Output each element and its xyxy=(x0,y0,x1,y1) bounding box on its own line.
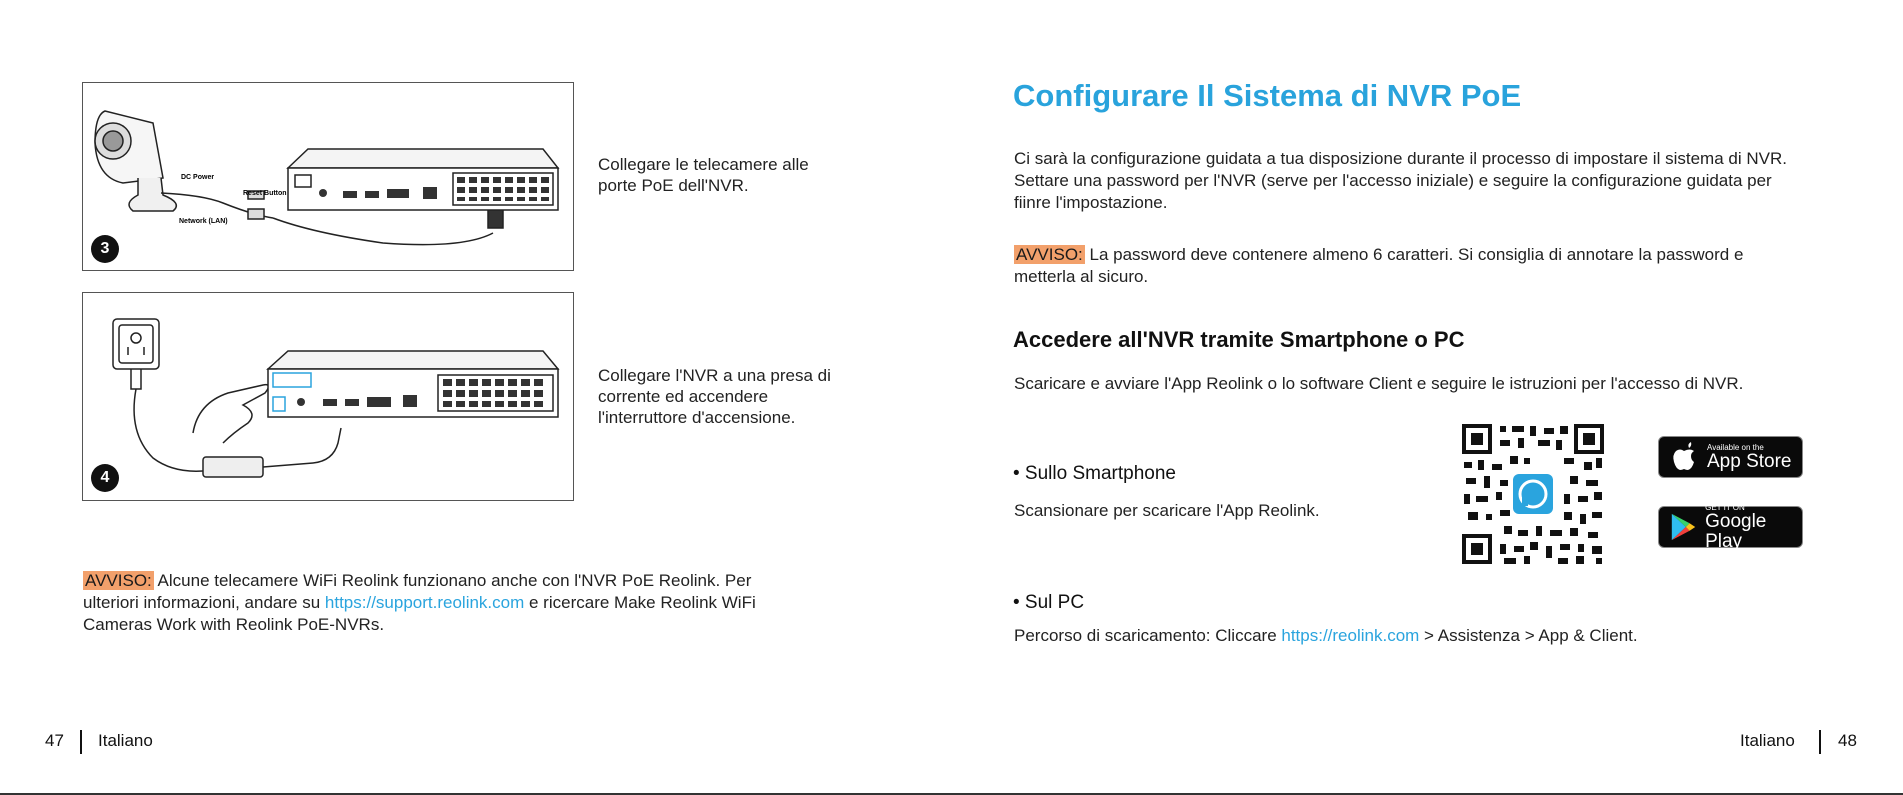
google-play-icon xyxy=(1669,511,1697,543)
apple-icon xyxy=(1667,440,1701,474)
left-notice-text-before: Alcune telecamere WiFi Reolink funzionano anche con l'NVR PoE Reolink. Per ulteriori informazioni, andare su xyxy=(83,571,752,612)
dc-power-label: DC Power xyxy=(181,174,215,181)
step3-badge: 3 xyxy=(91,235,119,263)
reset-button-label: Reset Button xyxy=(243,190,287,197)
access-instructions: Scaricare e avviare l'App Reolink o lo software Client e seguire le istruzioni per l'accesso di NVR. xyxy=(1014,374,1744,393)
app-store-small-text: Available on the xyxy=(1707,442,1764,452)
step4-caption: Collegare l'NVR a una presa di corrente ed accendere l'interruttore d'accensione. xyxy=(598,366,831,427)
power-connection-drawing xyxy=(83,293,573,500)
support-link[interactable]: https://support.reolink.com xyxy=(324,593,525,612)
right-notice xyxy=(1014,244,1804,288)
left-notice-label: AVVISO: xyxy=(85,571,152,590)
left-page-number: 47 xyxy=(45,731,64,750)
left-notice xyxy=(83,570,803,636)
left-footer-separator xyxy=(80,730,82,754)
step3-caption: Collegare le telecamere alle porte PoE dell'NVR. xyxy=(598,155,809,195)
app-store-button[interactable] xyxy=(1658,436,1803,478)
google-play-button[interactable] xyxy=(1658,502,1803,552)
reolink-link[interactable]: https://reolink.com xyxy=(1281,626,1420,645)
right-footer-language: Italiano xyxy=(1740,731,1795,750)
app-store-big-text: App Store xyxy=(1707,450,1792,472)
network-lan-label: Network (LAN) xyxy=(179,218,228,225)
step3-illustration xyxy=(82,82,574,271)
right-notice-label: AVVISO: xyxy=(1016,245,1083,264)
left-notice-text-after: e ricercare Make Reolink WiFi Cameras Work with Reolink PoE-NVRs. xyxy=(83,593,756,634)
access-subheading: Accedere all'NVR tramite Smartphone o PC xyxy=(1013,327,1465,352)
pc-text-before: Percorso di scaricamento: Cliccare xyxy=(1014,626,1282,645)
step4-illustration xyxy=(82,292,574,501)
right-notice-text: La password deve contenere almeno 6 caratteri. Si consiglia di annotare la password e metterla al sicuro. xyxy=(1014,245,1744,286)
smartphone-heading: • Sullo Smartphone xyxy=(1013,463,1176,484)
pc-text xyxy=(1014,625,1834,647)
left-footer-language: Italiano xyxy=(98,731,153,750)
pc-text-after: > Assistenza > App & Client. xyxy=(1419,626,1638,645)
page-title: Configurare Il Sistema di NVR PoE xyxy=(1013,78,1522,113)
step4-badge: 4 xyxy=(91,464,119,492)
qr-code xyxy=(1460,422,1606,566)
intro-paragraph: Ci sarà la configurazione guidata a tua disposizione durante il processo di impostare il sistema di NVR. Settare una password per l'NVR (serve per l'accesso iniziale) e seguire la configurazione guidata per fiinre l'impostazione. xyxy=(1014,149,1787,212)
right-footer-separator xyxy=(1819,730,1821,754)
google-play-big-text: Google Play xyxy=(1705,510,1767,552)
smartphone-text: Scansionare per scaricare l'App Reolink. xyxy=(1014,501,1320,520)
camera-nvr-connection-drawing xyxy=(83,83,573,270)
pc-heading: • Sul PC xyxy=(1013,592,1085,613)
right-page-number: 48 xyxy=(1838,731,1857,750)
google-play-small-text: GET IT ON xyxy=(1705,502,1745,512)
